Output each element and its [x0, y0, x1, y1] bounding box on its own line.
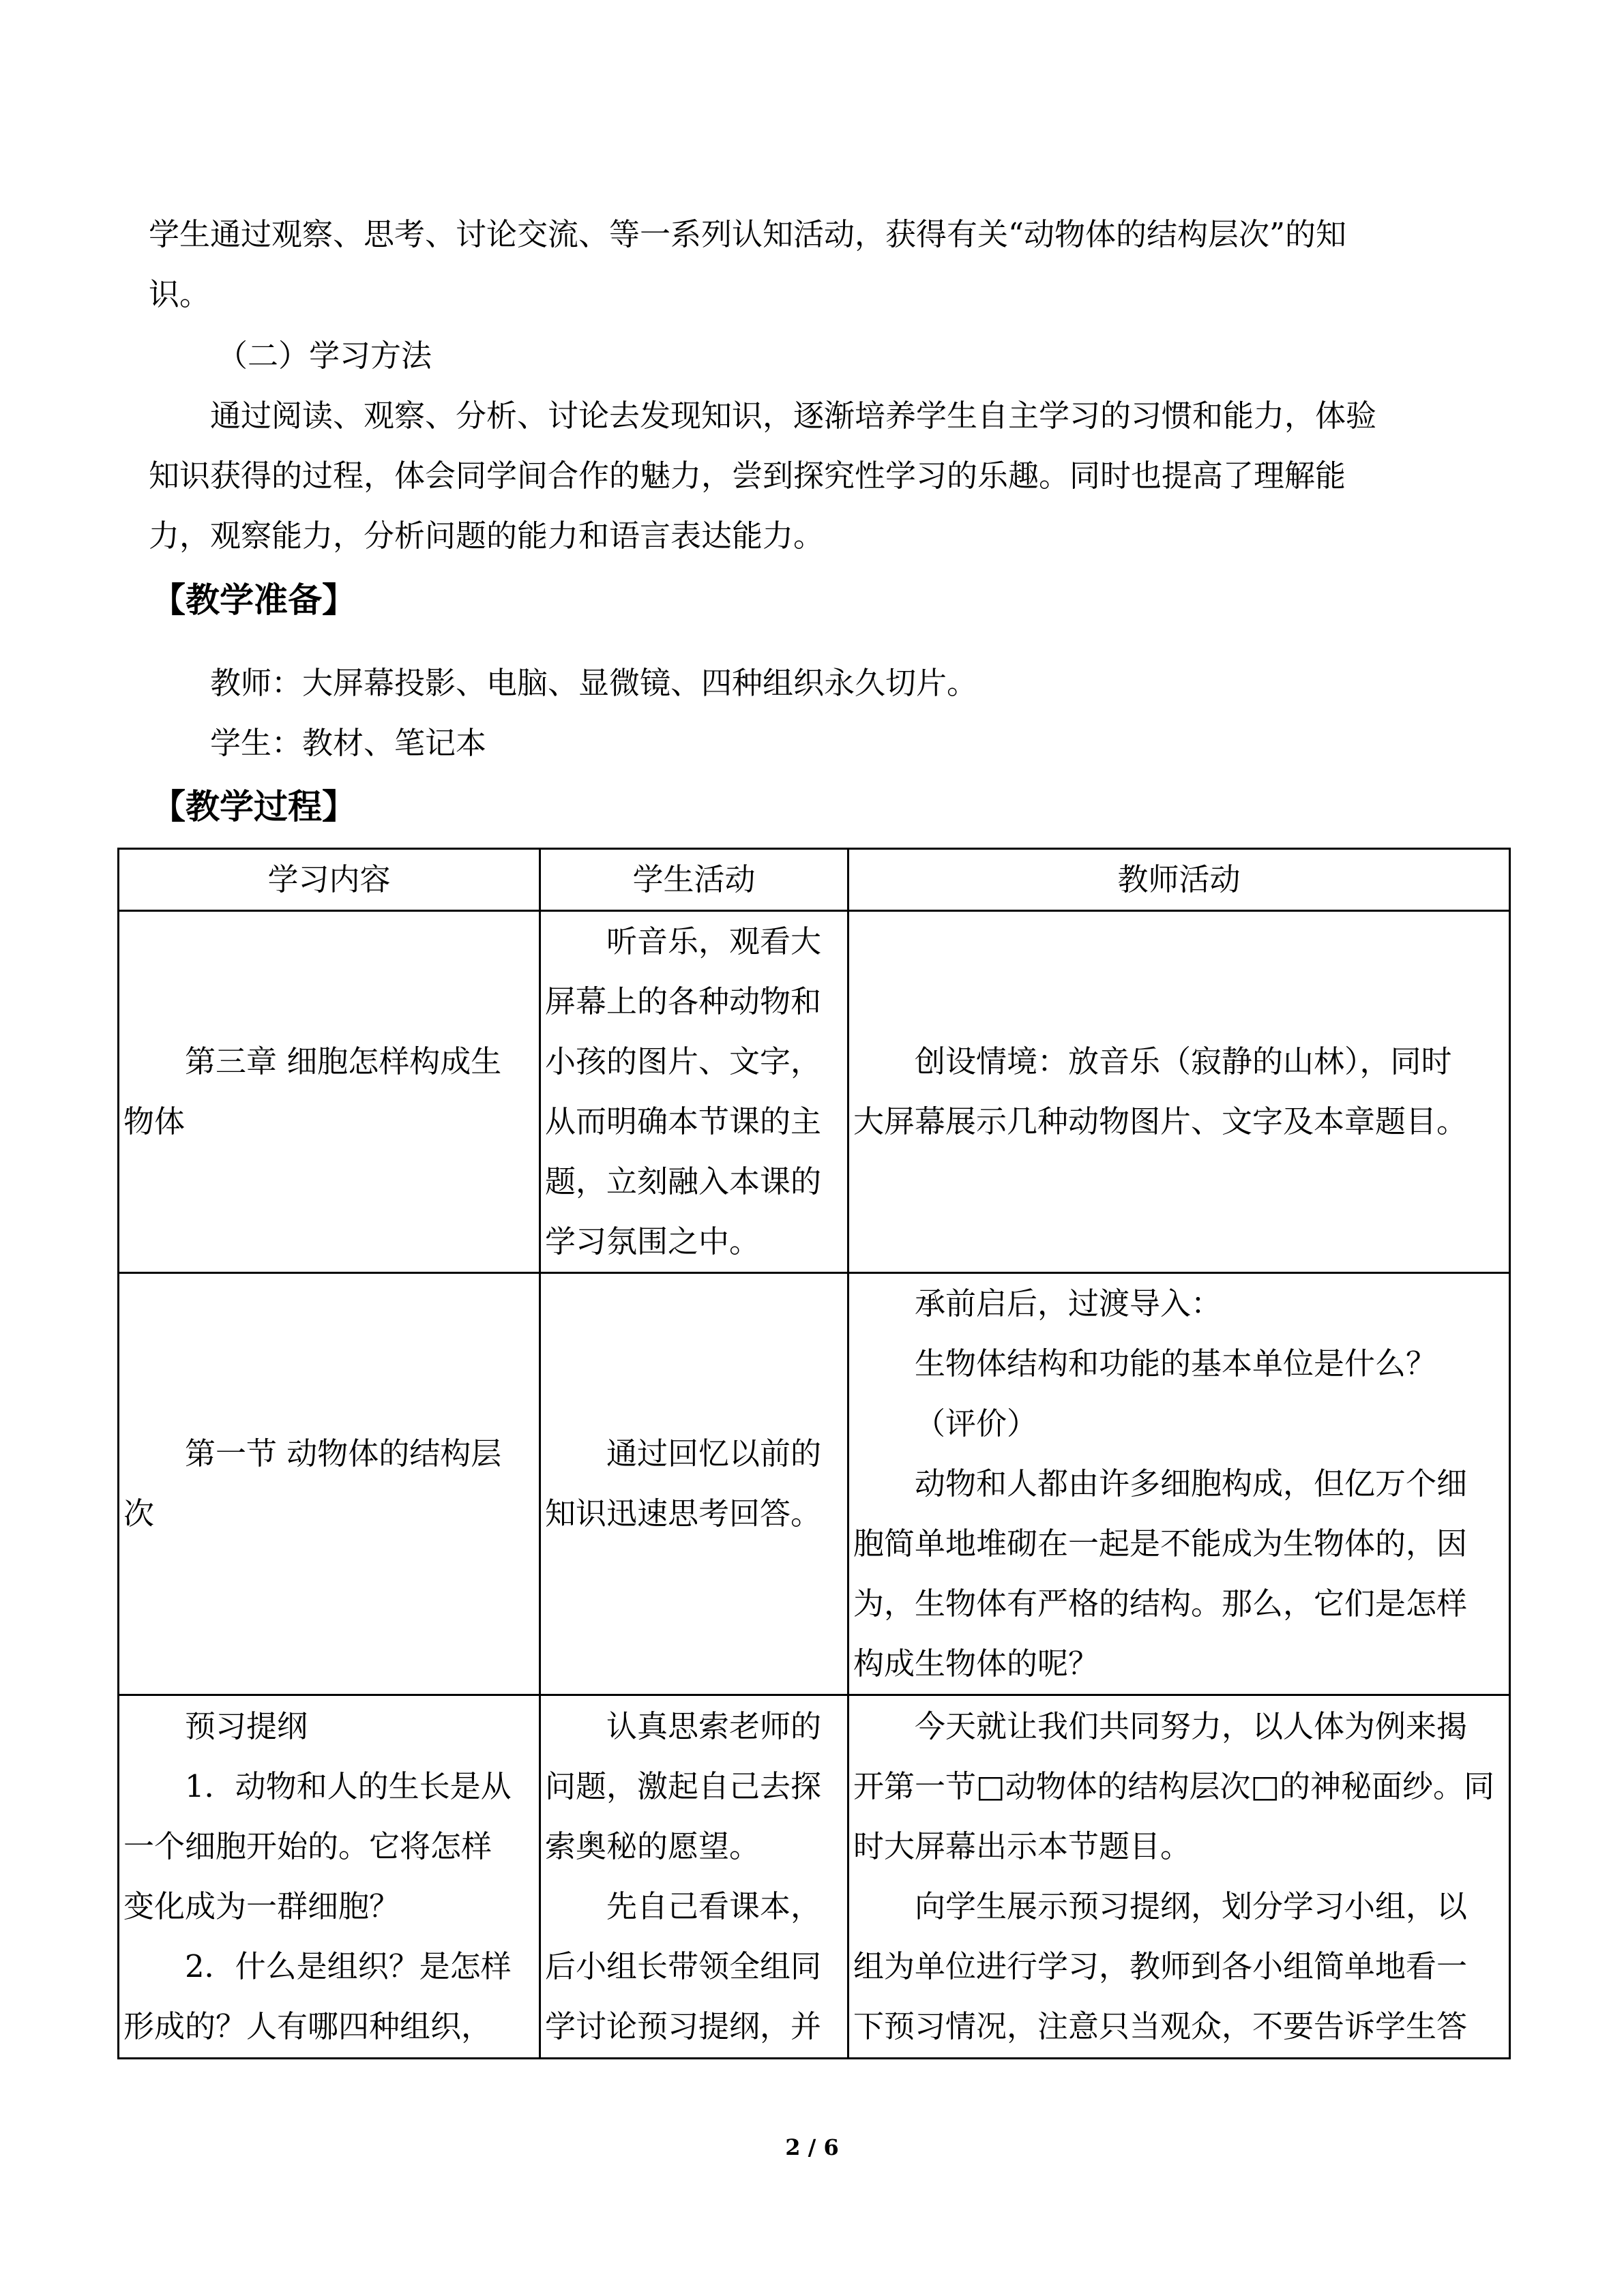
cell-line: 组为单位进行学习，教师到各小组简单地看一 — [853, 1948, 1468, 1984]
intro-line-1: 学生通过观察、思考、讨论交流、等一系列认知活动，获得有关“动物体的结构层次”的知 — [149, 216, 1347, 252]
header-student-activity: 学生活动 — [540, 849, 848, 911]
cell-line: 从而明确本节课的主 — [545, 1103, 822, 1139]
cell-line: 为，生物体有严格的结构。那么，它们是怎样 — [853, 1585, 1468, 1622]
intro-line-2: 识。 — [149, 276, 211, 312]
method-section — [149, 326, 1465, 566]
cell-line: 第三章 细胞怎样构成生 — [185, 1043, 502, 1079]
cell-line: 下预习情况，注意只当观众，不要告诉学生答 — [853, 2008, 1468, 2044]
cell-line: 时大屏幕出示本节题目。 — [853, 1828, 1192, 1864]
cell-line: 学讨论预习提纲，并 — [545, 2008, 822, 2044]
cell-line: 大屏幕展示几种动物图片、文字及本章题目。 — [853, 1103, 1468, 1139]
intro-paragraph — [149, 205, 1465, 325]
prep-student: 学生：教材、笔记本 — [210, 725, 487, 761]
cell-student-activity — [540, 1695, 848, 2059]
cell-line: 今天就让我们共同努力，以人体为例来揭 — [915, 1708, 1468, 1744]
process-table — [117, 848, 1511, 2059]
header-teacher-activity: 教师活动 — [848, 849, 1510, 911]
cell-line: 问题，激起自己去探 — [545, 1768, 822, 1804]
method-title: （二）学习方法 — [217, 338, 432, 374]
cell-teacher-activity — [848, 1695, 1510, 2059]
cell-line: 物体 — [123, 1103, 186, 1139]
page-number: 2 / 6 — [785, 2134, 839, 2160]
table-header-row — [119, 849, 1510, 911]
header-content: 学习内容 — [119, 849, 540, 911]
cell-line: 一个细胞开始的。它将怎样 — [123, 1828, 492, 1864]
prep-section — [149, 653, 1465, 773]
cell-line: 知识迅速思考回答。 — [545, 1495, 822, 1532]
cell-line: 2．什么是组织？是怎样 — [185, 1948, 512, 1984]
cell-content — [119, 1695, 540, 2059]
table-row — [119, 911, 1510, 1273]
cell-content — [119, 1273, 540, 1695]
method-line-2: 知识获得的过程，体会同学间合作的魅力，尝到探究性学习的乐趣。同时也提高了理解能 — [149, 458, 1346, 494]
cell-line: 后小组长带领全组同 — [545, 1948, 822, 1984]
cell-line: 承前启后，过渡导入： — [915, 1285, 1222, 1322]
cell-line: 屏幕上的各种动物和 — [545, 983, 822, 1019]
cell-line: 预习提纲 — [185, 1708, 308, 1744]
cell-line: 索奥秘的愿望。 — [545, 1828, 761, 1864]
cell-line: 构成生物体的呢？ — [853, 1645, 1099, 1682]
cell-line: 生物体结构和功能的基本单位是什么？ — [915, 1345, 1437, 1382]
cell-student-activity — [540, 1273, 848, 1695]
prep-teacher: 教师：大屏幕投影、电脑、显微镜、四种组织永久切片。 — [210, 665, 978, 701]
cell-line: 认真思索老师的 — [606, 1708, 822, 1744]
table-row — [119, 1273, 1510, 1695]
cell-line: 开第一节□动物体的结构层次□的神秘面纱。同 — [853, 1768, 1495, 1804]
cell-teacher-activity — [848, 1273, 1510, 1695]
table-row — [119, 1695, 1510, 2059]
cell-line: 变化成为一群细胞？ — [123, 1888, 400, 1924]
cell-line: 通过回忆以前的 — [606, 1435, 822, 1472]
method-line-1: 通过阅读、观察、分析、讨论去发现知识，逐渐培养学生自主学习的习惯和能力，体验 — [210, 398, 1377, 434]
cell-line: 先自己看课本， — [606, 1888, 822, 1924]
cell-line: 动物和人都由许多细胞构成，但亿万个细 — [915, 1465, 1468, 1502]
cell-line: （评价） — [915, 1405, 1038, 1442]
cell-line: 胞简单地堆砌在一起是不能成为生物体的，因 — [853, 1525, 1468, 1562]
cell-teacher-activity — [848, 911, 1510, 1273]
process-heading: 【教学过程】 — [151, 787, 356, 826]
prep-heading: 【教学准备】 — [151, 580, 356, 620]
method-line-3: 力，观察能力，分析问题的能力和语言表达能力。 — [149, 518, 825, 554]
cell-line: 听音乐，观看大 — [606, 923, 822, 959]
cell-line: 1．动物和人的生长是从 — [185, 1768, 512, 1804]
cell-line: 形成的？人有哪四种组织， — [123, 2008, 492, 2044]
cell-line: 次 — [123, 1495, 155, 1532]
cell-line: 向学生展示预习提纲，划分学习小组，以 — [915, 1888, 1468, 1924]
cell-student-activity — [540, 911, 848, 1273]
cell-line: 学习氛围之中。 — [545, 1223, 761, 1259]
cell-line: 小孩的图片、文字， — [545, 1043, 822, 1079]
cell-line: 创设情境：放音乐（寂静的山林），同时 — [915, 1043, 1452, 1079]
cell-line: 第一节 动物体的结构层 — [185, 1435, 502, 1472]
cell-content — [119, 911, 540, 1273]
cell-line: 题，立刻融入本课的 — [545, 1163, 822, 1199]
